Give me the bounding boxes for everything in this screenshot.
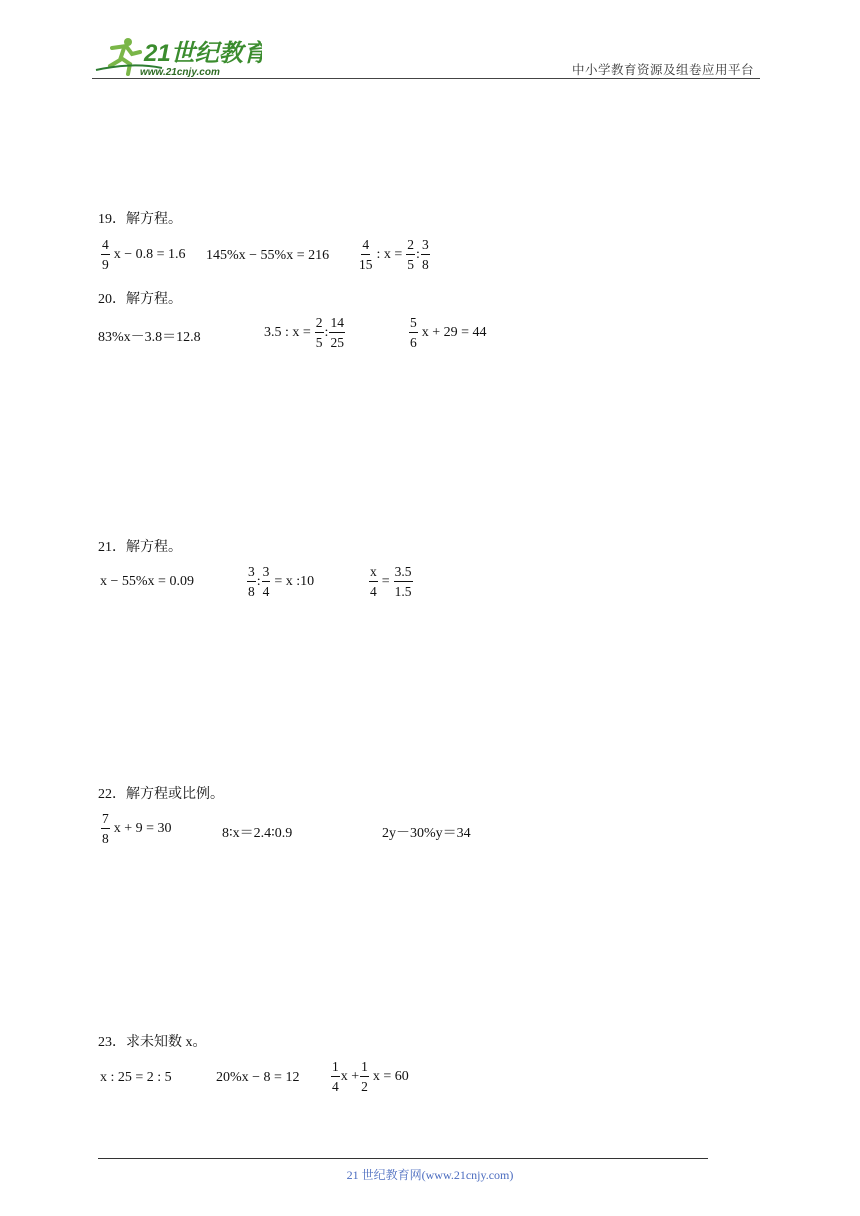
logo-url: www.21cnjy.com: [140, 67, 220, 78]
equation-23-2: 20%x − 8 = 12: [216, 1070, 300, 1085]
question-19-title: 19．解方程。: [98, 212, 182, 227]
equation-21-1: x − 55%x = 0.09: [100, 574, 194, 589]
equation-20-3: $\frac{5}{6}$ x + 29 = 44: [410, 315, 487, 350]
question-22-title: 22．解方程或比例。: [98, 787, 224, 802]
equation-23-3: $\frac{1}{4}$ x + $\frac{1}{2}$ x = 60: [332, 1059, 409, 1094]
equation-22-3: 2y－30%y＝34: [382, 826, 471, 841]
header-divider: [92, 78, 760, 79]
equation-21-3: $\frac{x}{4}$ = $\frac{3.5}{1.5}$: [370, 564, 412, 599]
logo-text: 21世纪教育: [144, 40, 262, 67]
equation-22-2: 8∶x＝2.4∶0.9: [222, 826, 293, 841]
equation-19-3: $\frac{4}{15}$ : x = $\frac{2}{5}$ : $\frac{3}{8}$: [359, 237, 429, 272]
footer-divider: [98, 1158, 708, 1159]
logo: [92, 34, 262, 78]
equation-22-1: $\frac{7}{8}$ x + 9 = 30: [102, 811, 172, 846]
runner-logo-icon: [92, 34, 262, 78]
question-23-title: 23．求未知数 x。: [98, 1035, 207, 1050]
equation-20-2: 3.5 : x = $\frac{2}{5}$ : $\frac{14}{25}$: [264, 315, 344, 350]
equation-19-2: 145%x − 55%x = 216: [206, 248, 330, 263]
header-platform-text: 中小学教育资源及组卷应用平台: [571, 63, 754, 77]
footer-source-link[interactable]: 21 世纪教育网(www.21cnjy.com): [346, 1168, 514, 1182]
question-21-title: 21．解方程。: [98, 540, 182, 555]
equation-20-1: 83%x－3.8＝12.8: [98, 330, 201, 345]
equation-19-1: $\frac{4}{9}$ x − 0.8 = 1.6: [102, 237, 186, 272]
equation-21-2: $\frac{3}{8}$ : $\frac{3}{4}$ = x :10: [248, 564, 315, 599]
equation-23-1: x : 25 = 2 : 5: [100, 1070, 172, 1085]
question-20-title: 20．解方程。: [98, 292, 182, 307]
